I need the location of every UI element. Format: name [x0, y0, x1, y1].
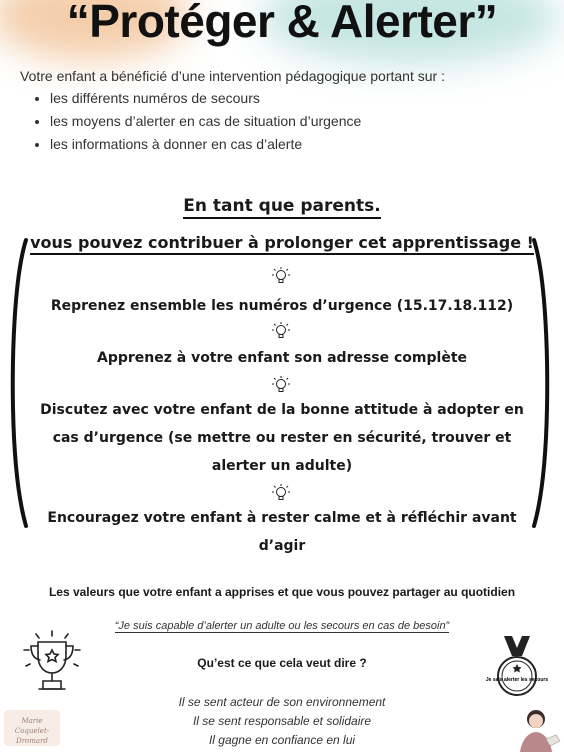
parents-subheading	[0, 233, 564, 252]
tip-text: Encouragez votre enfant à rester calme et à réfléchir avant d’agir	[47, 510, 517, 554]
intro-list	[20, 90, 550, 153]
lightbulb-icon	[270, 265, 292, 287]
tip-text: Reprenez ensemble les numéros d’urgence (15.17.18.112)	[50, 298, 514, 314]
lightbulb-icon	[270, 320, 292, 342]
medal-icon	[485, 634, 549, 698]
intro-item: • les différents numéros de secours	[50, 90, 550, 107]
intro-section	[20, 68, 550, 159]
medal-label: Je sais alerter les secours	[485, 677, 549, 683]
lightbulb-icon	[270, 482, 292, 504]
right-bracket	[530, 238, 552, 528]
meaning-line: Il se sent responsable et solidaire	[192, 714, 372, 728]
parents-subheading-text: vous pouvez contribuer à prolonger cet apprentissage !	[30, 233, 534, 255]
meaning-line: Il gagne en confiance en lui	[208, 733, 356, 747]
tip-text: Apprenez à votre enfant son adresse complète	[96, 350, 468, 366]
intro-lead: Votre enfant a bénéficié d’une intervention pédagogique portant sur :	[20, 68, 445, 84]
signature-logo: Marie Coquelet-Dromard	[4, 710, 60, 746]
tip-text: Discutez avec votre enfant de la bonne attitude à adopter en cas d’urgence (se mettre ou rester en sécurité, trouver et alerter un adulte)	[40, 402, 524, 474]
lightbulb-icon	[270, 374, 292, 396]
values-quote-text: “Je suis capable d’alerter un adulte ou les secours en cas de besoin”	[114, 620, 450, 632]
left-bracket	[8, 238, 30, 528]
values-question: Qu’est ce que cela veut dire ?	[197, 656, 367, 670]
intro-item: • les informations à donner en cas d’alerte	[50, 136, 550, 153]
trophy-icon	[16, 628, 88, 700]
values-heading: Les valeurs que votre enfant a apprises et que vous pouvez partager au quotidien	[48, 585, 516, 599]
intro-item: • les moyens d’alerter en cas de situation d’urgence	[50, 113, 550, 130]
parents-heading	[0, 196, 564, 216]
page-title: “Protéger & Alerter”	[66, 0, 498, 47]
parents-heading-text: En tant que parents.	[183, 196, 380, 219]
meaning-line: Il se sent acteur de son environnement	[178, 695, 386, 709]
values-meanings	[0, 693, 564, 750]
avatar-icon	[506, 705, 562, 752]
